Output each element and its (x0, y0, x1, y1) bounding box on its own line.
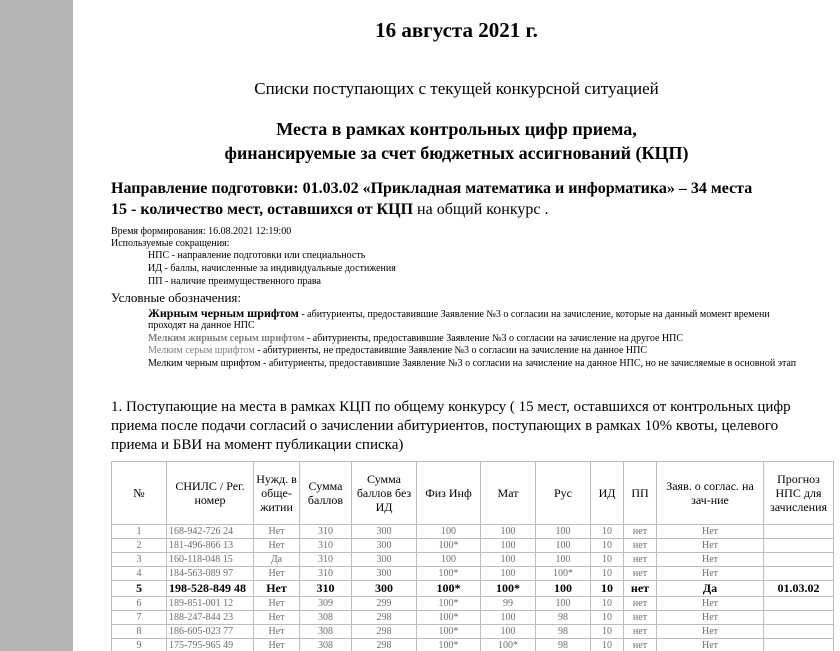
legend-desc: - абитуриенты, предоставившие Заявление №3 о согласии на зачисление на данное НПС, но не зачисляемые в основной этап (260, 358, 797, 369)
abbrev-title: Используемые сокращения: (111, 238, 230, 249)
table-cell: 2 (112, 539, 167, 553)
abbrev-item: ИД - баллы, начисленные за индивидуальные достижения (148, 263, 396, 274)
table-cell: 100 (481, 625, 536, 639)
table-cell: 6 (112, 597, 167, 611)
table-cell: 10 (591, 611, 624, 625)
col-header: Рус (536, 462, 591, 525)
section-heading (111, 398, 791, 455)
table-cell: 100* (417, 611, 481, 625)
table-cell: Нет (657, 597, 764, 611)
table-cell: 100 (536, 525, 591, 539)
places-heading-line1: Места в рамках контрольных цифр приема, (276, 119, 637, 139)
table-cell: Нет (254, 567, 300, 581)
table-cell: 300 (352, 539, 417, 553)
table-cell: нет (624, 611, 657, 625)
table-cell: 10 (591, 625, 624, 639)
snils-cell: 168-942-726 24 (167, 525, 254, 539)
table-cell: Нет (657, 611, 764, 625)
table-body (112, 525, 834, 651)
table-cell: нет (624, 639, 657, 651)
snils-cell: 188-247-844 23 (167, 611, 254, 625)
table-cell: 308 (300, 639, 352, 651)
table-cell: 300 (352, 525, 417, 539)
table-row (112, 625, 834, 639)
col-header: Прогноз НПС для зачисления (764, 462, 834, 525)
document-page (73, 0, 840, 651)
table-cell (764, 567, 834, 581)
table-cell: 5 (112, 581, 167, 597)
table-cell: нет (624, 581, 657, 597)
snils-cell: 160-118-048 15 (167, 553, 254, 567)
table-cell: 100* (417, 597, 481, 611)
table-row (112, 525, 834, 539)
col-header: ИД (591, 462, 624, 525)
table-cell: 100* (536, 567, 591, 581)
table-cell (764, 525, 834, 539)
legend-item-bold-gray (148, 333, 683, 345)
section-heading-line2: приема после подачи согласий о зачислении абитуриентов, поступающих в рамках 10% квоты, целевого (111, 418, 779, 434)
table-cell: 100 (417, 553, 481, 567)
table-cell: 4 (112, 567, 167, 581)
table-cell: нет (624, 625, 657, 639)
table-cell: нет (624, 539, 657, 553)
left-gutter (0, 0, 73, 651)
table-cell: 1 (112, 525, 167, 539)
table-cell: 100 (536, 597, 591, 611)
snils-cell: 175-795-965 49 (167, 639, 254, 651)
table-cell: 01.03.02 (764, 581, 834, 597)
table-cell: Нет (254, 539, 300, 553)
table-cell: 10 (591, 553, 624, 567)
table-cell: 310 (300, 525, 352, 539)
table-cell: 10 (591, 539, 624, 553)
table-cell: нет (624, 553, 657, 567)
remaining-places-rest: на общий конкурс . (413, 201, 549, 218)
col-header: Заяв. о соглас. на зач-ние (657, 462, 764, 525)
legend-desc: - абитуриенты, предоставившие Заявление №3 о согласии на зачисление, которые на данный момент времени (298, 309, 770, 320)
col-header: СНИЛС / Рег. номер (167, 462, 254, 525)
table-cell: 310 (300, 581, 352, 597)
table-cell: 100 (481, 611, 536, 625)
table-cell: 100* (481, 639, 536, 651)
legend-item-small-black (148, 358, 796, 370)
table-row (112, 597, 834, 611)
table-cell: 100 (417, 525, 481, 539)
table-cell: 7 (112, 611, 167, 625)
table-cell: Да (254, 553, 300, 567)
legend-item-bold-black-cont: проходят на данное НПС (148, 320, 255, 331)
table-cell: 100* (417, 581, 481, 597)
legend-item-gray (148, 345, 647, 357)
table-cell: Нет (657, 539, 764, 553)
legend-style-bold-black: Жирным черным шрифтом (148, 306, 299, 320)
table-cell: Нет (254, 625, 300, 639)
table-header-row (112, 462, 834, 525)
col-header: Нужд. в обще-житии (254, 462, 300, 525)
abbrev-item: НПС - направление подготовки или специальность (148, 250, 366, 261)
lists-title: Списки поступающих с текущей конкурсной ситуацией (254, 79, 659, 98)
table-cell: 298 (352, 611, 417, 625)
col-header: № (112, 462, 167, 525)
table-cell: 308 (300, 625, 352, 639)
ranking-table (111, 461, 834, 651)
table-cell: 298 (352, 625, 417, 639)
table-cell: 100* (417, 625, 481, 639)
table-cell (764, 597, 834, 611)
table-row (112, 581, 834, 597)
table-cell: 100 (481, 525, 536, 539)
snils-cell: 184-563-089 97 (167, 567, 254, 581)
abbrev-item: ПП - наличие преимущественного права (148, 276, 321, 287)
snils-cell: 186-605-023 77 (167, 625, 254, 639)
table-row (112, 553, 834, 567)
legend-title: Условные обозначения: (111, 290, 242, 305)
places-heading-line2: финансируемые за счет бюджетных ассигнований (КЦП) (224, 143, 689, 163)
table-cell: 9 (112, 639, 167, 651)
snils-cell: 181-496-866 13 (167, 539, 254, 553)
table-cell: Нет (657, 525, 764, 539)
col-header: ПП (624, 462, 657, 525)
table-cell: 308 (300, 611, 352, 625)
table-cell: Нет (254, 525, 300, 539)
table-cell: Да (657, 581, 764, 597)
table-cell: нет (624, 567, 657, 581)
table-cell: 3 (112, 553, 167, 567)
table-cell: Нет (657, 567, 764, 581)
legend-desc: - абитуриенты, не предоставившие Заявление №3 о согласии на зачисление на данное НПС (254, 345, 648, 356)
table-cell: 100* (417, 639, 481, 651)
snils-cell: 189-851-001 12 (167, 597, 254, 611)
table-cell: 100* (481, 581, 536, 597)
table-cell: 310 (300, 567, 352, 581)
col-header: Сумма баллов без ИД (352, 462, 417, 525)
table-cell: Нет (254, 597, 300, 611)
table-cell: 100* (417, 567, 481, 581)
table-cell (764, 639, 834, 651)
table-cell: 100 (481, 539, 536, 553)
table-cell (764, 553, 834, 567)
snils-cell: 198-528-849 48 (167, 581, 254, 597)
table-cell: 310 (300, 553, 352, 567)
table-cell: 309 (300, 597, 352, 611)
table-cell: 98 (536, 611, 591, 625)
table-cell: 10 (591, 525, 624, 539)
table-cell: 10 (591, 567, 624, 581)
table-cell: Нет (657, 553, 764, 567)
table-cell: 99 (481, 597, 536, 611)
table-row (112, 611, 834, 625)
direction-line: Направление подготовки: 01.03.02 «Прикладная математика и информатика» – 34 места (111, 180, 753, 197)
table-cell (764, 625, 834, 639)
legend-style-bold-gray: Мелким жирным серым шрифтом (148, 333, 305, 344)
places-heading (73, 117, 840, 165)
table-cell: Нет (254, 581, 300, 597)
table-cell: 100 (481, 567, 536, 581)
table-cell: 98 (536, 639, 591, 651)
table-cell: нет (624, 597, 657, 611)
table-cell (764, 611, 834, 625)
table-cell (764, 539, 834, 553)
table-cell: 10 (591, 597, 624, 611)
table-cell: 100 (536, 581, 591, 597)
legend-style-gray: Мелким серым шрифтом (148, 345, 255, 356)
table-cell: 98 (536, 625, 591, 639)
table-cell: 298 (352, 639, 417, 651)
legend-item-bold-black (148, 307, 770, 321)
table-cell: 100 (536, 539, 591, 553)
remaining-places-line (111, 199, 752, 220)
table-cell: 310 (300, 539, 352, 553)
table-row (112, 567, 834, 581)
legend-style-small-black: Мелким черным шрифтом (148, 358, 261, 369)
table-cell: 299 (352, 597, 417, 611)
table-cell: Нет (657, 639, 764, 651)
table-cell: 100* (417, 539, 481, 553)
table-cell: 300 (352, 553, 417, 567)
col-header: Сумма баллов (300, 462, 352, 525)
section-heading-line1: 1. Поступающие на места в рамках КЦП по общему конкурсу ( 15 мест, оставшихся от контрольных цифр (111, 399, 791, 415)
col-header: Физ Инф (417, 462, 481, 525)
report-date: 16 августа 2021 г. (375, 18, 538, 42)
table-cell: 100 (481, 553, 536, 567)
legend-desc: - абитуриенты, предоставившие Заявление №3 о согласии на зачисление на другое НПС (304, 333, 684, 344)
table-cell: 300 (352, 581, 417, 597)
col-header: Мат (481, 462, 536, 525)
table-cell: 10 (591, 639, 624, 651)
direction-heading (111, 178, 752, 220)
table-row (112, 639, 834, 651)
table-cell: Нет (254, 639, 300, 651)
remaining-places-bold: 15 - количество мест, оставшихся от КЦП (111, 201, 414, 218)
table-cell: 10 (591, 581, 624, 597)
table-cell: 300 (352, 567, 417, 581)
table-cell: 8 (112, 625, 167, 639)
table-cell: нет (624, 525, 657, 539)
table-row (112, 539, 834, 553)
table-cell: 100 (536, 553, 591, 567)
section-heading-line3: приема и БВИ на момент публикации списка) (111, 437, 404, 453)
table-cell: Нет (657, 625, 764, 639)
table-cell: Нет (254, 611, 300, 625)
formation-time: Время формирования: 16.08.2021 12:19:00 (111, 226, 292, 237)
